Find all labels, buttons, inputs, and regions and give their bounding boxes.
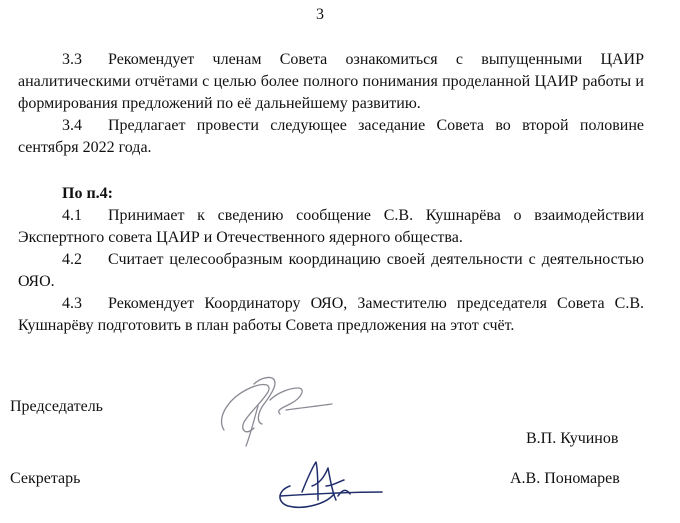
item-number: 3.3 [62,51,82,68]
spacer [18,159,644,171]
item-text: Рекомендует Координатору ОЯО, Заместителю председателя Совета С.В. Кушнарёву подготовить в план работы Совета предложения на этот счёт. [18,295,644,334]
item-number: 4.3 [62,295,82,312]
paragraph-4-3 [18,293,644,337]
paragraph-4-2 [18,249,644,293]
paragraph-3-4 [18,115,644,159]
item-number: 3.4 [62,117,82,134]
chairman-label: Председатель [10,398,103,415]
paragraph-3-3 [18,49,644,115]
document-body [18,49,644,337]
item-text: Предлагает провести следующее заседание Совета во второй половине сентября 2022 года. [18,117,644,156]
section-title: По п.4: [62,185,113,202]
chairman-signature [210,370,340,450]
secretary-label: Секретарь [10,470,81,487]
item-number: 4.1 [62,207,82,224]
item-text: Рекомендует членам Совета ознакомиться с выпущенными ЦАИР аналитическими отчётами с целью более полного понимания проделанной ЦАИР работы и формирования предложений по её дальнейшему развитию. [18,51,644,112]
page-number: 3 [316,6,324,23]
chairman-name: В.П. Кучинов [526,430,619,447]
signature-strokes [280,462,382,507]
secretary-name: А.В. Пономарев [510,470,620,487]
item-number: 4.2 [62,251,82,268]
item-text: Считает целесообразным координацию своей деятельности с деятельностью ОЯО. [18,251,644,290]
paragraph-4-1 [18,205,644,249]
secretary-signature [272,456,390,518]
item-text: Принимает к сведению сообщение С.В. Кушнарёва о взаимодействии Экспертного совета ЦАИР и Отечественного ядерного общества. [18,207,644,246]
signature-strokes [222,377,332,446]
